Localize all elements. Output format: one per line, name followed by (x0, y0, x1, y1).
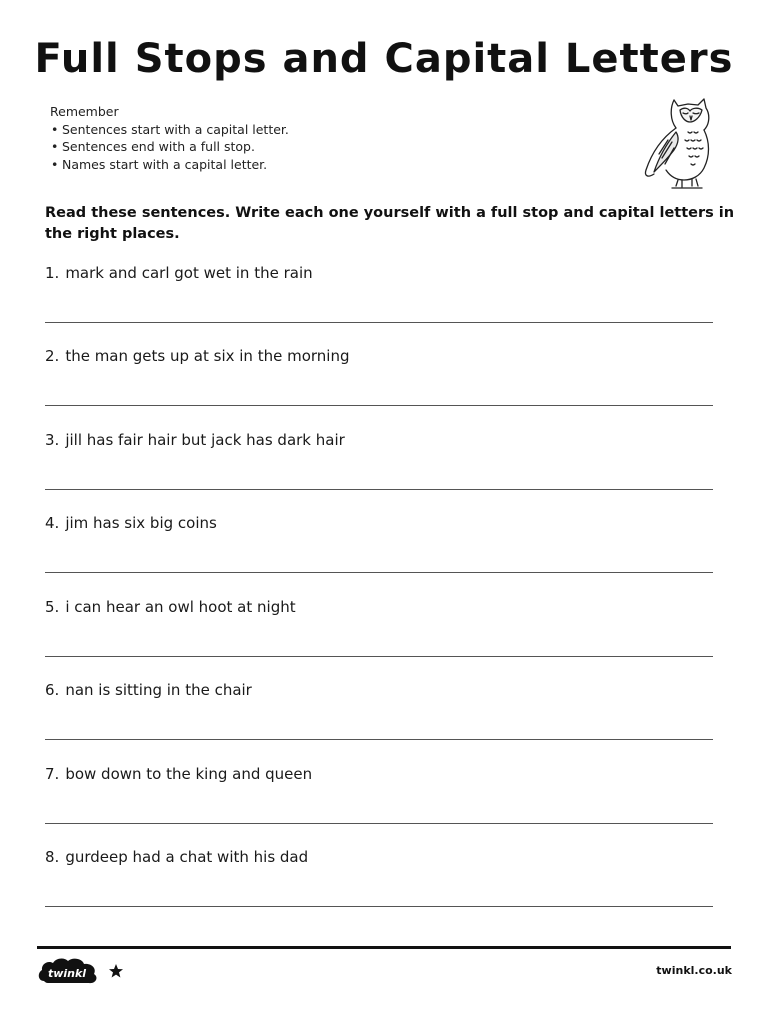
question-item (45, 681, 725, 699)
question-item (45, 431, 725, 449)
question-text: mark and carl got wet in the rain (65, 264, 313, 282)
twinkl-logo[interactable] (36, 955, 100, 989)
question-item (45, 347, 725, 365)
answer-line[interactable] (45, 656, 713, 657)
instruction-text: Read these sentences. Write each one yourself with a full stop and capital letters in the right places. (45, 205, 735, 242)
question-text: i can hear an owl hoot at night (65, 598, 296, 616)
answer-line[interactable] (45, 489, 713, 490)
question-item (45, 765, 725, 783)
question-text: gurdeep had a chat with his dad (65, 848, 309, 866)
question-item (45, 514, 725, 532)
question-text: the man gets up at six in the morning (65, 347, 350, 365)
question-item (45, 598, 725, 616)
question-number: 3. (45, 431, 60, 449)
website-link[interactable]: twinkl.co.uk (656, 964, 732, 977)
question-number: 2. (45, 347, 60, 365)
question-item (45, 848, 725, 866)
page-title: Full Stops and Capital Letters (34, 36, 734, 82)
answer-line[interactable] (45, 823, 713, 824)
answer-line[interactable] (45, 906, 713, 907)
owl-icon (632, 92, 722, 192)
question-text: jim has six big coins (65, 514, 217, 532)
question-text: bow down to the king and queen (65, 765, 313, 783)
question-text: nan is sitting in the chair (65, 681, 252, 699)
remember-point: • Sentences end with a full stop. (50, 138, 289, 156)
remember-point: • Sentences start with a capital letter. (50, 121, 289, 139)
question-number: 1. (45, 264, 60, 282)
question-number: 4. (45, 514, 60, 532)
question-number: 5. (45, 598, 60, 616)
answer-line[interactable] (45, 405, 713, 406)
answer-line[interactable] (45, 739, 713, 740)
star-icon (108, 963, 124, 979)
question-number: 8. (45, 848, 60, 866)
remember-heading: Remember (50, 104, 119, 119)
answer-line[interactable] (45, 572, 713, 573)
answer-line[interactable] (45, 322, 713, 323)
question-number: 7. (45, 765, 60, 783)
question-item (45, 264, 725, 282)
remember-point: • Names start with a capital letter. (50, 156, 289, 174)
footer-divider (37, 946, 731, 949)
question-text: jill has fair hair but jack has dark hair (65, 431, 345, 449)
question-number: 6. (45, 681, 60, 699)
logo-text: twinkl (47, 967, 87, 980)
remember-box (50, 103, 289, 173)
remember-list (50, 121, 289, 174)
